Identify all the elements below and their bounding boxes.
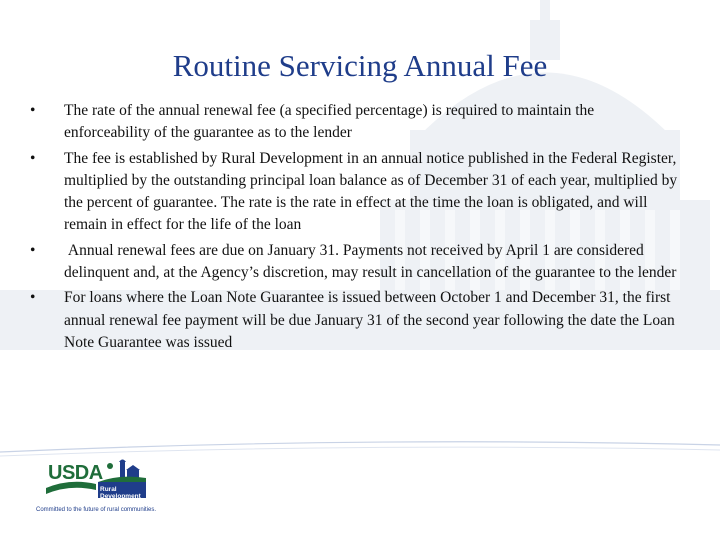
bullet-symbol: • bbox=[30, 241, 36, 259]
bullet-symbol: • bbox=[30, 102, 36, 119]
bullet-text: The rate of the annual renewal fee (a specified percentage) is required to maintain the enforceability of the guarantee as to the lender bbox=[64, 102, 595, 142]
bullet-text: The fee is established by Rural Development in an annual notice published in the Federal Register, multiplied by the outstanding principal loan balance as of December 31 of each year, multiplied by the percent of guarantee. The rate is the rate in effect at the time the loan is obligated, and will remain in effect for the life of the loan bbox=[64, 149, 678, 234]
bullet-list bbox=[30, 100, 680, 357]
rural-development-logo bbox=[100, 486, 141, 500]
bullet-text: Annual renewal fees are due on January 31. Payments not received by April 1 are considered delinquent and, at the Agency’s discretion, may result in cancellation of the guarantee to the lender bbox=[64, 241, 677, 282]
development-label: Development bbox=[100, 493, 141, 500]
bullet-item bbox=[30, 100, 680, 145]
footer-tagline: Committed to the future of rural communities. bbox=[36, 507, 157, 513]
slide-title: Routine Servicing Annual Fee bbox=[172, 48, 548, 83]
bullet-item bbox=[30, 287, 680, 354]
rural-label: Rural bbox=[100, 486, 117, 493]
bullet-text: For loans where the Loan Note Guarantee is issued between October 1 and December 31, the first annual renewal fee payment will be due January 31 of the second year following the date the Loan Note Guarantee was issued bbox=[64, 289, 675, 351]
bullet-item bbox=[30, 240, 680, 285]
usda-logo: USDA bbox=[48, 462, 103, 484]
bullet-item bbox=[30, 148, 680, 237]
bullet-symbol: • bbox=[30, 289, 36, 307]
bullet-symbol: • bbox=[30, 149, 36, 167]
